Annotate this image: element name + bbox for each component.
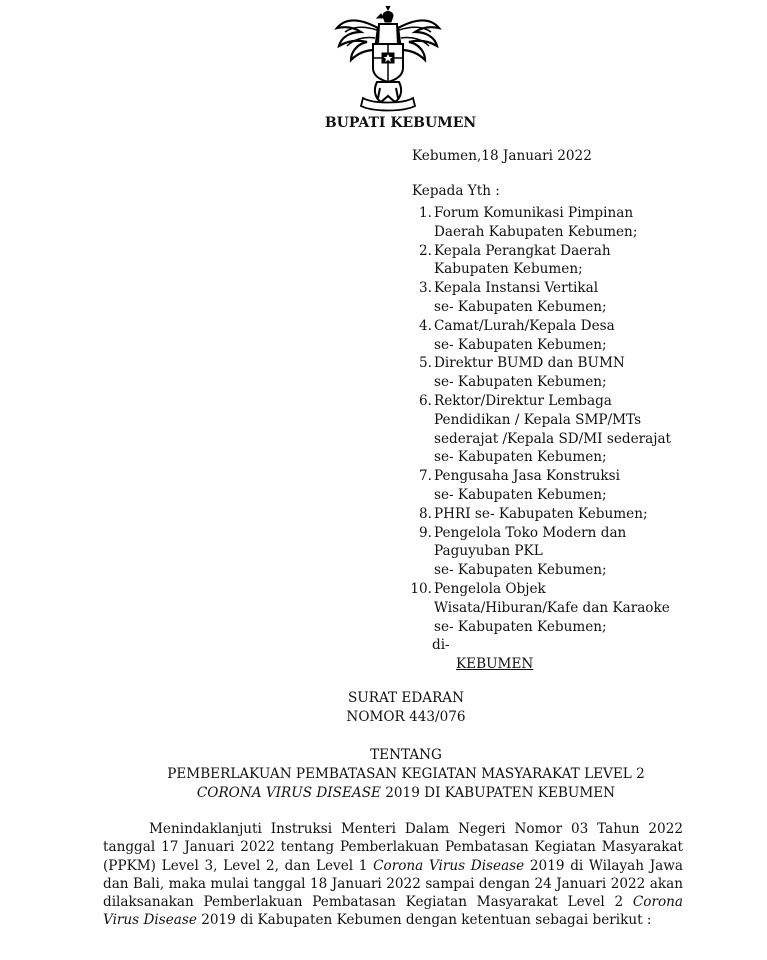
place-block (432, 636, 758, 674)
addressee-intro: Kepada Yth : (412, 183, 500, 199)
circular-number: NOMOR 443/076 (346, 709, 466, 725)
place-name: KEBUMEN (456, 656, 534, 673)
regent-title: BUPATI KEBUMEN (324, 115, 477, 131)
list-item: 5. Direktur BUMD dan BUMN se- Kabupaten Kebumen; (419, 355, 625, 391)
list-item: 3. Kepala Instansi Vertikal se- Kabupaten Kebumen; (419, 280, 607, 315)
about-label: TENTANG (370, 747, 442, 763)
list-item: 10. Pengelola Objek Wisata/Hiburan/Kafe dan Karaoke se- Kabupaten Kebumen; (410, 580, 670, 635)
list-item: 1. Forum Komunikasi Pimpinan Daerah Kabupaten Kebumen; (419, 205, 638, 240)
list-item: 6. Rektor/Direktur Lembaga Pendidikan / Kepala SMP/MTs sederajat /Kepala SD/MI sederajat se- Kabupaten Kebumen; (419, 392, 672, 466)
list-item: 2. Kepala Perangkat Daerah Kabupaten Kebumen; (419, 242, 611, 278)
circular-title: SURAT EDARAN (347, 690, 465, 706)
recipient-list (398, 204, 758, 674)
subject-line-1: PEMBERLAKUAN PEMBATASAN KEGIATAN MASYARAKAT LEVEL 2 (167, 766, 645, 782)
subject-line-2: CORONA VIRUS DISEASE 2019 DI KABUPATEN KEBUMEN (196, 785, 616, 801)
list-item: 4. Camat/Lurah/Kepala Desa se- Kabupaten Kebumen; (419, 317, 615, 353)
list-item: 9. Pengelola Toko Modern dan Paguyuban PKL se- Kabupaten Kebumen; (419, 524, 627, 579)
body-paragraph: Menindaklanjuti Instruksi Menteri Dalam Negeri Nomor 03 Tahun 2022 tanggal 17 Januari 2022 tentang Pemberlakuan Pembatasan Kegiatan Masyarakat (PPKM) Level 3, Level 2, dan Level 1 Corona Virus Disease 2019 di Wilayah Jawa dan Bali, maka mulai tanggal 18 Januari 2022 sampai dengan 24 Januari 2022 akan dilaksanakan Pemberlakuan Pembatasan Kegiatan Masyarakat Level 2 Corona Virus Disease 2019 di Kabupaten Kebumen dengan ketentuan sebagai berikut : (103, 821, 683, 929)
date-line: Kebumen,18 Januari 2022 (412, 148, 592, 164)
garuda-emblem-icon (333, 6, 443, 112)
place-prefix: di- (432, 637, 450, 654)
list-item: 8. PHRI se- Kabupaten Kebumen; (419, 505, 648, 522)
list-item: 7. Pengusaha Jasa Konstruksi se- Kabupaten Kebumen; (419, 468, 620, 503)
